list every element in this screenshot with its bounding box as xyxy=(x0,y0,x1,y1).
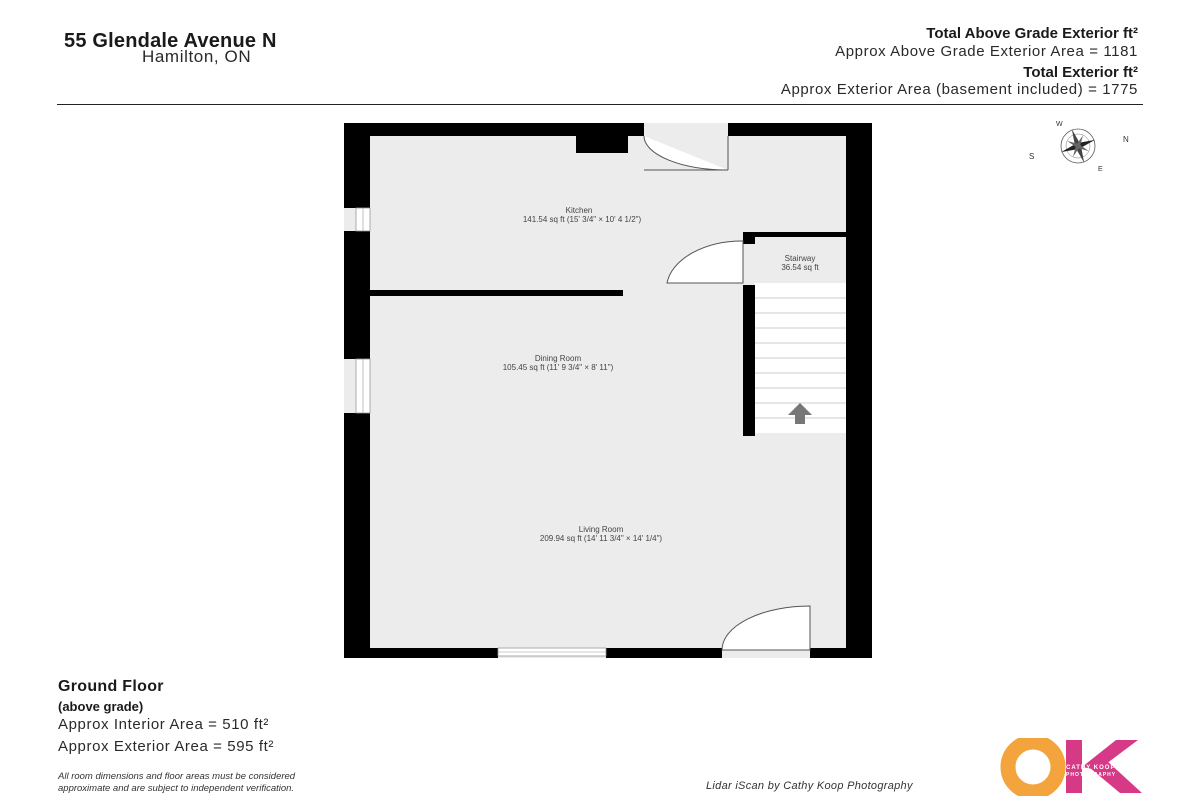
floor-subtitle: (above grade) xyxy=(58,699,144,714)
door-kitchen xyxy=(644,136,728,170)
total-exterior-title: Total Exterior ft² xyxy=(1023,64,1138,81)
disclaimer xyxy=(58,771,418,795)
floor-title: Ground Floor xyxy=(58,678,164,695)
exterior-area: Approx Exterior Area = 595 ft² xyxy=(58,738,275,755)
room-name-dining-room: Dining Room xyxy=(534,354,582,363)
compass-e: E xyxy=(1098,166,1103,173)
room-name-stairway: Stairway xyxy=(784,254,816,263)
room-area-stairway: 36.54 sq ft xyxy=(781,263,819,272)
compass-n: N xyxy=(1123,135,1129,144)
disclaimer-line-1: All room dimensions and floor areas must be considered xyxy=(58,771,296,782)
disclaimer-line-2: approximate and are subject to independent verification. xyxy=(58,783,295,794)
logo-text-line-2: PHOTOGRAPHY xyxy=(1066,772,1117,778)
interior-wall xyxy=(370,290,623,296)
total-exterior-value: Approx Exterior Area (basement included) = 1775 xyxy=(780,81,1138,98)
property-address: 55 Glendale Avenue N xyxy=(64,30,277,52)
above-grade-title: Total Above Grade Exterior ft² xyxy=(926,25,1138,42)
room-area-living-room: 209.94 sq ft (14' 11 3/4" × 14' 1/4") xyxy=(539,534,663,543)
room-name-kitchen: Kitchen xyxy=(565,206,593,215)
photography-credit: Lidar iScan by Cathy Koop Photography xyxy=(706,780,913,792)
interior-area: Approx Interior Area = 510 ft² xyxy=(58,716,270,733)
room-area-dining-room: 105.45 sq ft (11' 9 3/4" × 8' 11") xyxy=(502,363,614,372)
compass-w: W xyxy=(1056,121,1063,128)
logo-text-line-1: CATHY KOOP xyxy=(1066,765,1116,771)
room-name-living-room: Living Room xyxy=(578,525,624,534)
property-city: Hamilton, ON xyxy=(142,47,252,66)
room-area-kitchen: 141.54 sq ft (15' 3/4" × 10' 4 1/2") xyxy=(522,215,642,224)
compass-icon xyxy=(1026,118,1136,178)
cathy-koop-logo xyxy=(1000,738,1175,796)
compass-s: S xyxy=(1029,152,1035,161)
above-grade-value: Approx Above Grade Exterior Area = 1181 xyxy=(835,43,1138,60)
